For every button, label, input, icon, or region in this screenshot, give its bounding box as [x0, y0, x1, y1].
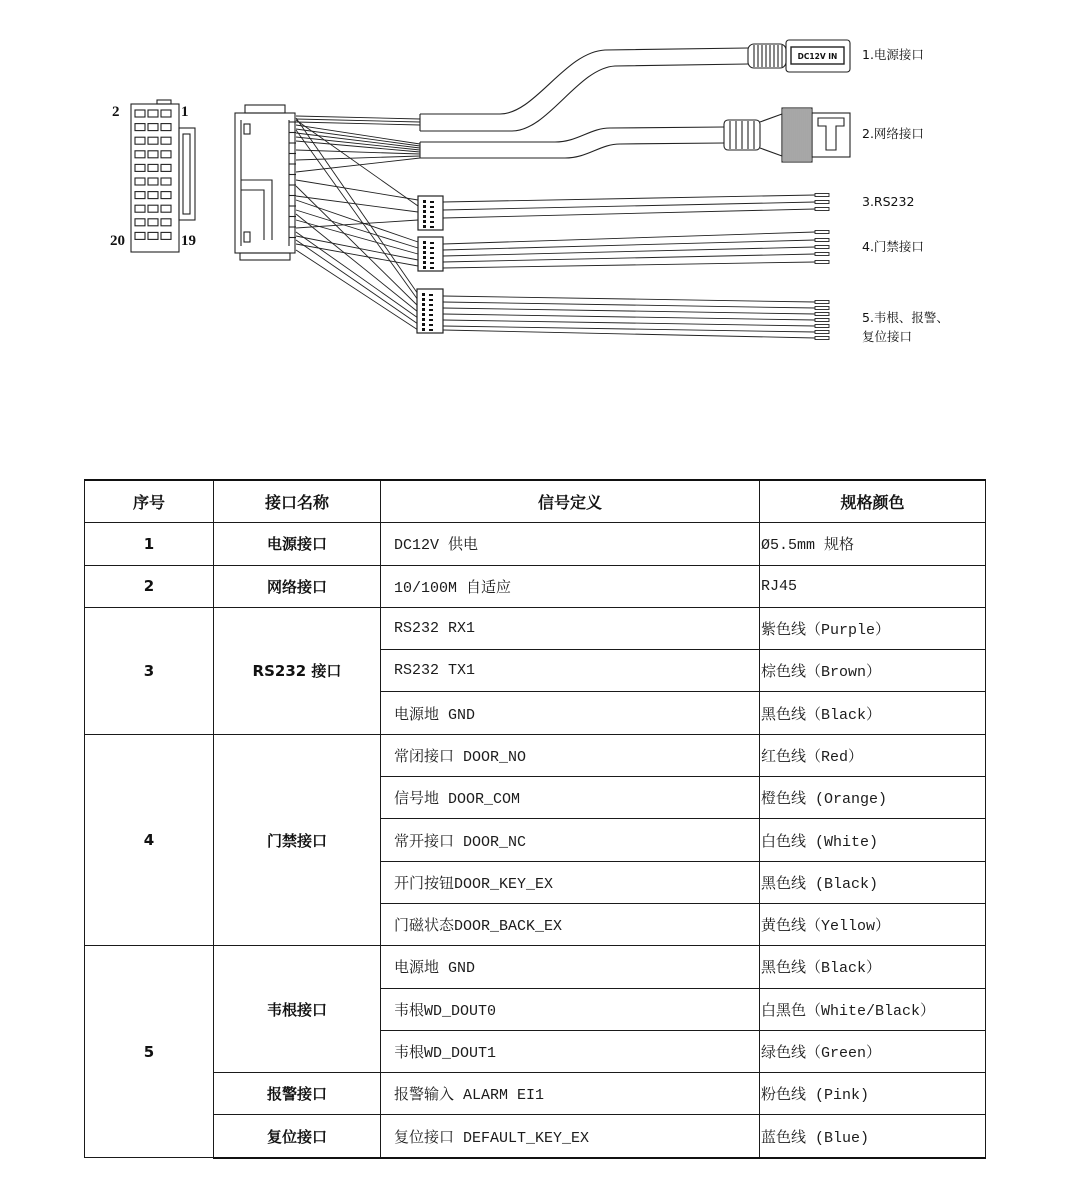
table-row	[85, 1115, 986, 1158]
signal-definition: DC12V 供电	[381, 523, 760, 565]
wire-tag-print	[422, 313, 425, 316]
connector-pin	[135, 124, 145, 131]
connector-pin	[148, 205, 158, 212]
connector-pin	[135, 164, 145, 171]
power-cable-edge-bottom	[420, 64, 748, 131]
signal-definition: 常闭接口 DOOR_NO	[381, 734, 760, 776]
wire-tag-print	[430, 252, 434, 254]
rj45-connector	[724, 108, 850, 162]
header-signal: 信号定义	[381, 480, 760, 523]
wire-tag-print	[430, 267, 434, 269]
wire-tag-print	[423, 266, 426, 269]
wire-tag-print	[429, 309, 433, 311]
connector-pin	[135, 151, 145, 158]
wire	[296, 180, 418, 200]
wire-end	[815, 208, 829, 211]
connector-pin	[148, 151, 158, 158]
connector-pin	[148, 232, 158, 239]
spec-color: RJ45	[760, 565, 986, 607]
port-label-network: 2.网络接口	[862, 126, 924, 141]
connector-pin	[161, 164, 171, 171]
wire	[296, 119, 420, 122]
row-index: 2	[85, 565, 214, 607]
header-name: 接口名称	[214, 480, 381, 523]
row-index: 3	[85, 607, 214, 734]
table-row	[85, 607, 986, 649]
wire	[443, 254, 815, 262]
wire-tag-print	[429, 329, 433, 331]
signal-definition: 电源地 GND	[381, 692, 760, 734]
wire-tag-print	[422, 323, 425, 326]
connector-pin	[161, 110, 171, 117]
power-cable	[420, 48, 748, 131]
side-connector-key	[244, 232, 250, 242]
spec-color: 黑色线 (Black)	[760, 861, 986, 903]
network-cable-edge-top	[420, 127, 724, 142]
connector-pin	[135, 205, 145, 212]
interface-name: 门禁接口	[214, 734, 381, 945]
side-connector-key-top	[244, 124, 250, 134]
wire-tag-print	[423, 251, 426, 254]
port-label-wiegand: 5.韦根、报警、	[862, 310, 949, 325]
signal-definition: 复位接口 DEFAULT_KEY_EX	[381, 1115, 760, 1158]
wire	[443, 202, 815, 210]
wire-tag-print	[423, 261, 426, 264]
wire-end	[815, 261, 829, 264]
wire-tag-print	[423, 225, 426, 228]
signal-definition: 常开接口 DOOR_NC	[381, 819, 760, 861]
connector-pin	[148, 124, 158, 131]
connector-pin	[161, 124, 171, 131]
connector-pin	[161, 151, 171, 158]
spec-color: 绿色线（Green）	[760, 1030, 986, 1072]
wire-end	[815, 307, 829, 310]
side-connector-bottom-cap	[240, 253, 290, 260]
interface-name: 网络接口	[214, 565, 381, 607]
wire-tag-print	[430, 206, 434, 208]
interface-name: 韦根接口	[214, 946, 381, 1073]
row-index: 4	[85, 734, 214, 945]
connector-pin	[148, 110, 158, 117]
wire-end	[815, 331, 829, 334]
wire-tag-print	[423, 241, 426, 244]
wire	[443, 232, 815, 244]
connector-pin	[161, 192, 171, 199]
wire-tag-print	[430, 211, 434, 213]
interface-name: 电源接口	[214, 523, 381, 565]
port-label-wiegand-line2: 复位接口	[862, 329, 913, 344]
connector-pin	[135, 192, 145, 199]
wire	[443, 320, 815, 326]
spec-color: 黑色线（Black）	[760, 692, 986, 734]
wire-tag-print	[422, 298, 425, 301]
wire-tag-print	[430, 216, 434, 218]
wire	[443, 209, 815, 218]
signal-definition: RS232 RX1	[381, 607, 760, 649]
connector-pin	[148, 178, 158, 185]
wire-tag-print	[430, 257, 434, 259]
wire	[443, 302, 815, 308]
pin-label-19: 19	[181, 233, 196, 249]
spec-color: 粉色线 (Pink)	[760, 1073, 986, 1115]
pin-face-latch	[179, 128, 195, 220]
wire-tag-print	[429, 304, 433, 306]
spec-color: 红色线（Red）	[760, 734, 986, 776]
wire-tag-print	[422, 308, 425, 311]
rj45-clip	[818, 118, 844, 150]
wire-end	[815, 301, 829, 304]
wire-tag-print	[430, 262, 434, 264]
signal-definition: 韦根WD_DOUT0	[381, 988, 760, 1030]
spec-color: 黑色线（Black）	[760, 946, 986, 988]
network-cable	[420, 127, 724, 158]
spec-color: 紫色线（Purple）	[760, 607, 986, 649]
wire-end	[815, 239, 829, 242]
wire-tag-print	[422, 303, 425, 306]
connector-pin	[148, 219, 158, 226]
spec-color: 蓝色线 (Blue)	[760, 1115, 986, 1158]
wire-tag-print	[430, 242, 434, 244]
wire-tag-print	[422, 318, 425, 321]
wire-end	[815, 319, 829, 322]
network-cable-edge-bottom	[420, 143, 724, 158]
connector-pin	[135, 110, 145, 117]
wire-tag-print	[429, 299, 433, 301]
table-row	[85, 946, 986, 988]
connector-pin	[161, 178, 171, 185]
interface-name: RS232 接口	[214, 607, 381, 734]
wire-tag-print	[430, 226, 434, 228]
wire-end	[815, 313, 829, 316]
connector-pin	[161, 219, 171, 226]
wire-tag-print	[429, 319, 433, 321]
table-row	[85, 523, 986, 565]
wire-tag-print	[430, 247, 434, 249]
wire-tag-print	[423, 205, 426, 208]
row-index: 5	[85, 946, 214, 1158]
wire	[443, 296, 815, 302]
wire-tags	[417, 196, 443, 333]
side-view-connector	[235, 105, 296, 260]
wire-end	[815, 337, 829, 340]
wire-tag-print	[423, 200, 426, 203]
connector-pin	[161, 137, 171, 144]
port-label-door: 4.门禁接口	[862, 239, 924, 254]
connector-pin	[161, 205, 171, 212]
wire	[296, 120, 418, 206]
connector-pin	[148, 164, 158, 171]
connector-pin	[135, 232, 145, 239]
wire-tag-print	[429, 314, 433, 316]
signal-definition: 韦根WD_DOUT1	[381, 1030, 760, 1072]
wire	[296, 236, 418, 260]
port-label-rs232: 3.RS232	[862, 194, 915, 209]
wire-tag-print	[429, 324, 433, 326]
wire-tag-print	[423, 220, 426, 223]
connector-pin	[148, 137, 158, 144]
wire-tag-print	[423, 256, 426, 259]
row-index: 1	[85, 523, 214, 565]
table-row	[85, 734, 986, 776]
wire-tag-print	[422, 293, 425, 296]
connector-pin	[135, 219, 145, 226]
table-row	[85, 1073, 986, 1115]
wire-tag-print	[423, 246, 426, 249]
wire-tag-print	[430, 201, 434, 203]
wire	[296, 116, 420, 119]
spec-color: 白黑色（White/Black）	[760, 988, 986, 1030]
spec-color: Ø5.5mm 规格	[760, 523, 986, 565]
signal-definition: 开门按钮DOOR_KEY_EX	[381, 861, 760, 903]
wire-end	[815, 201, 829, 204]
pin-label-1: 1	[181, 104, 189, 120]
wire	[296, 133, 420, 148]
wire	[443, 314, 815, 320]
signal-definition: 10/100M 自适应	[381, 565, 760, 607]
pin-face-top-notch	[157, 100, 171, 104]
connector-pin	[148, 192, 158, 199]
wire-end	[815, 246, 829, 249]
table-row	[85, 565, 986, 607]
signal-definition: RS232 TX1	[381, 650, 760, 692]
signal-definition: 电源地 GND	[381, 946, 760, 988]
wire-end	[815, 231, 829, 234]
wire-end	[815, 325, 829, 328]
interface-name: 报警接口	[214, 1073, 381, 1115]
rj45-ribbed-collar	[782, 108, 812, 162]
wire-tag-print	[430, 221, 434, 223]
wire	[443, 262, 815, 268]
port-label-power: 1.电源接口	[862, 47, 924, 62]
wire-tag-print	[423, 210, 426, 213]
header-spec: 规格颜色	[760, 480, 986, 523]
wire-tag-print	[422, 328, 425, 331]
dc-jack-label: DC12V IN	[797, 52, 838, 61]
wire	[443, 308, 815, 314]
signal-definition: 信号地 DOOR_COM	[381, 777, 760, 819]
wire	[296, 158, 420, 172]
side-connector-t-rib	[241, 180, 272, 240]
table-header-row	[85, 480, 986, 523]
interface-name: 复位接口	[214, 1115, 381, 1158]
spec-color: 白色线 (White)	[760, 819, 986, 861]
wire-tag-print	[429, 294, 433, 296]
spec-color: 棕色线（Brown）	[760, 650, 986, 692]
spec-color: 黄色线（Yellow）	[760, 903, 986, 945]
pin-face-latch-slot	[183, 134, 190, 214]
wire	[296, 220, 418, 254]
pin-face-connector	[131, 100, 195, 252]
pin-label-2: 2	[112, 104, 120, 120]
pin-label-20: 20	[110, 233, 125, 249]
signal-definition: 报警输入 ALARM EI1	[381, 1073, 760, 1115]
header-index: 序号	[85, 480, 214, 523]
rj45-taper	[760, 114, 782, 156]
wire-end	[815, 194, 829, 197]
wire	[296, 240, 418, 324]
wiring-diagram	[0, 0, 1080, 400]
wire	[296, 250, 418, 330]
wire-tag-print	[423, 215, 426, 218]
signal-definition: 门磁状态DOOR_BACK_EX	[381, 903, 760, 945]
side-connector-top-cap	[245, 105, 285, 113]
wire-end	[815, 253, 829, 256]
connector-pin	[135, 137, 145, 144]
connector-pin	[161, 232, 171, 239]
wire	[296, 122, 420, 125]
connector-pin	[135, 178, 145, 185]
wire	[296, 125, 420, 144]
spec-color: 橙色线 (Orange)	[760, 777, 986, 819]
interface-spec-table	[84, 479, 986, 1159]
wire	[443, 195, 815, 202]
